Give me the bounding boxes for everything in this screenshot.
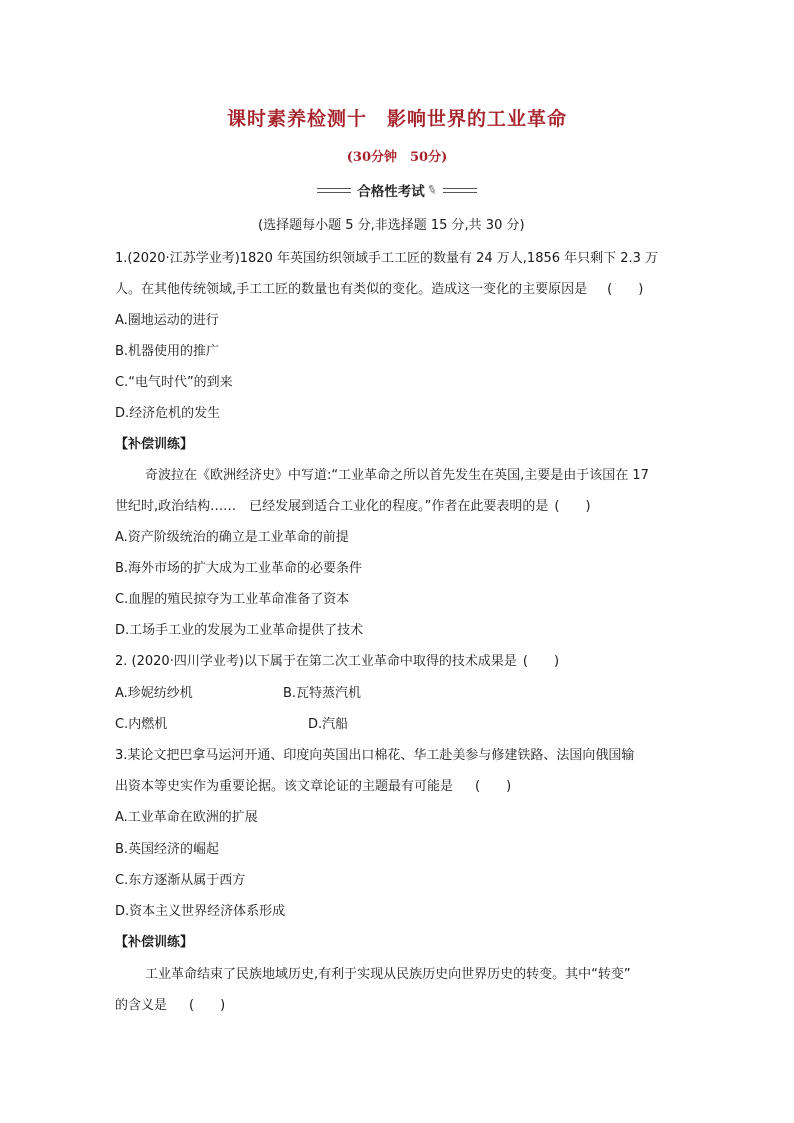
q1-option-a: A.圈地运动的进行 [115, 313, 219, 328]
comp1-option-a: A.资产阶级统治的确立是工业革命的前提 [115, 530, 349, 545]
q2-options-row2 [115, 715, 515, 735]
comp2-answer-paren: ( ) [189, 998, 226, 1013]
compensation-tag-2: 【补偿训练】 [115, 935, 194, 950]
q1-option-d: D.经济危机的发生 [115, 406, 221, 421]
comp1-option-d: D.工场手工业的发展为工业革命提供了技术 [115, 623, 364, 638]
section-header [0, 180, 794, 200]
comp2-stem-line2 [115, 996, 225, 1016]
q3-option-d: D.资本主义世界经济体系形成 [115, 904, 286, 919]
comp1-option-b: B.海外市场的扩大成为工业革命的必要条件 [115, 561, 363, 576]
page-title: 课时素养检测十 影响世界的工业革命 [226, 108, 567, 130]
q2-option-d: D.汽船 [308, 717, 349, 732]
scoring-note: (选择题每小题 5 分,非选择题 15 分,共 30 分) [258, 218, 525, 233]
q3-option-c: C.东方逐渐从属于西方 [115, 873, 246, 888]
q3-stem-text: 出资本等史实作为重要论据。该文章论证的主题最有可能是 [115, 779, 454, 794]
q2-stem [115, 652, 559, 672]
q1-answer-paren: ( ) [607, 282, 644, 297]
comp2-stem-line1: 工业革命结束了民族地域历史,有利于实现从民族历史向世界历史的转变。其中“转变” [145, 967, 631, 982]
q3-stem-line1: 3.某论文把巴拿马运河开通、印度向英国出口棉花、华工赴美参与修建铁路、法国向俄国输 [115, 748, 635, 763]
q1-stem-line2 [115, 280, 643, 300]
q1-stem-line1: 1.(2020·江苏学业考)1820 年英国纺织领域手工工匠的数量有 24 万人,1856 年只剩下 2.3 万 [115, 251, 659, 266]
q1-stem-text: 人。在其他传统领域,手工工匠的数量也有类似的变化。造成这一变化的主要原因是 [115, 282, 588, 297]
q2-option-b: B.瓦特蒸汽机 [283, 686, 362, 701]
q3-stem-line2 [115, 777, 511, 797]
time-score-subtitle: (30分钟 50分) [346, 150, 448, 165]
comp1-answer-paren: ( ) [554, 499, 591, 514]
comp1-stem-text: 世纪时,政治结构…… 已经发展到适合工业化的程度。”作者在此要表明的是 [115, 499, 549, 514]
section-label: 合格性考试 [357, 184, 425, 200]
compensation-tag-1: 【补偿训练】 [115, 437, 194, 452]
comp2-stem-text: 的含义是 [115, 998, 168, 1013]
q2-options-row1 [115, 684, 515, 704]
right-double-rule [443, 188, 477, 193]
q2-option-c: C.内燃机 [115, 717, 168, 732]
q3-option-b: B.英国经济的崛起 [115, 842, 220, 857]
comp1-option-c: C.血腥的殖民掠夺为工业革命准备了资本 [115, 592, 350, 607]
left-double-rule [317, 188, 351, 193]
comp1-stem-line1: 奇波拉在《欧洲经济史》中写道:“工业革命之所以首先发生在英国,主要是由于该国在 17 [145, 468, 649, 483]
q2-option-a: A.珍妮纺纱机 [115, 686, 193, 701]
q2-answer-paren: ( ) [522, 654, 560, 669]
comp1-stem-line2 [115, 497, 591, 517]
q1-option-b: B.机器使用的推广 [115, 344, 220, 359]
pencil-icon: ✎ [424, 181, 439, 199]
q1-option-c: C.“电气时代”的到来 [115, 375, 233, 390]
q3-answer-paren: ( ) [475, 779, 512, 794]
q3-option-a: A.工业革命在欧洲的扩展 [115, 810, 258, 825]
q2-stem-text: 2. (2020·四川学业考)以下属于在第二次工业革命中取得的技术成果是 [115, 654, 517, 669]
